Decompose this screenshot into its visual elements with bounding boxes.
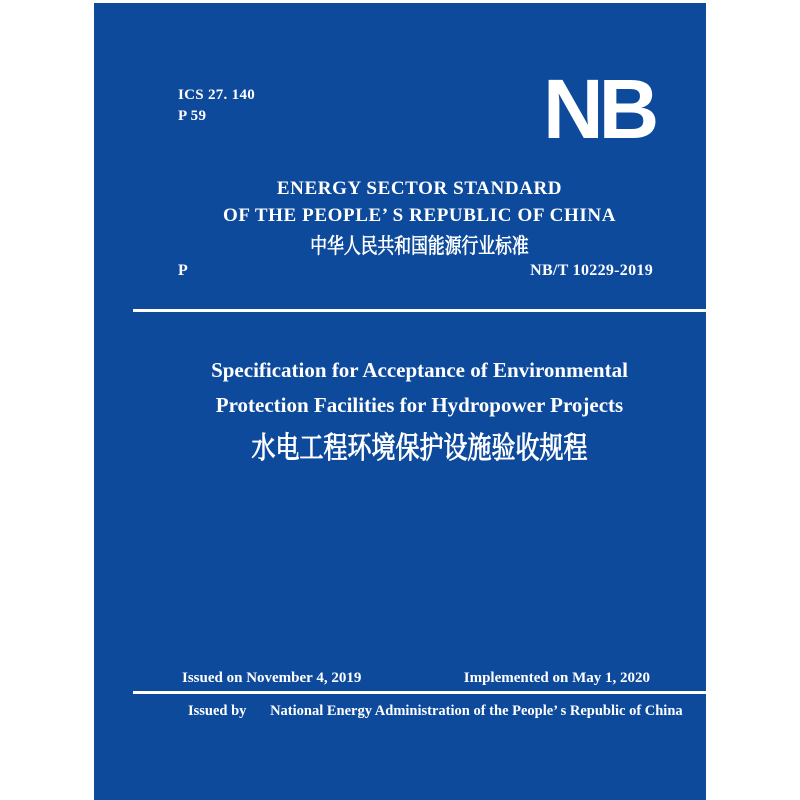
category-letter: P — [178, 262, 188, 279]
title-chinese: 水电工程环境保护设施验收规程 — [251, 432, 588, 465]
standard-number: NB/T 10229-2019 — [530, 262, 653, 279]
issued-by-value: National Energy Administration of the People’ s Republic of China — [270, 703, 683, 719]
bottom-horizontal-rule — [133, 691, 706, 694]
classification-code: P 59 — [178, 108, 207, 124]
title-english-line1: Specification for Acceptance of Environmental — [211, 358, 628, 382]
implemented-date: Implemented on May 1, 2020 — [463, 670, 650, 686]
top-horizontal-rule — [133, 309, 706, 312]
header-english-line1: ENERGY SECTOR STANDARD — [276, 178, 563, 199]
ics-classification-block — [178, 85, 255, 127]
ics-code: ICS 27. 140 — [178, 87, 256, 103]
title-english-line2: Protection Facilities for Hydropower Projects — [215, 393, 624, 417]
header-chinese: 中华人民共和国能源行业标准 — [310, 235, 529, 258]
issued-date: Issued on November 4, 2019 — [182, 670, 362, 686]
nb-logo: NB — [543, 62, 655, 156]
header-english-line2: OF THE PEOPLE’ S REPUBLIC OF CHINA — [222, 205, 617, 226]
issuer-row — [188, 703, 683, 720]
standard-cover — [94, 3, 706, 800]
issued-by-label: Issued by — [188, 703, 247, 719]
